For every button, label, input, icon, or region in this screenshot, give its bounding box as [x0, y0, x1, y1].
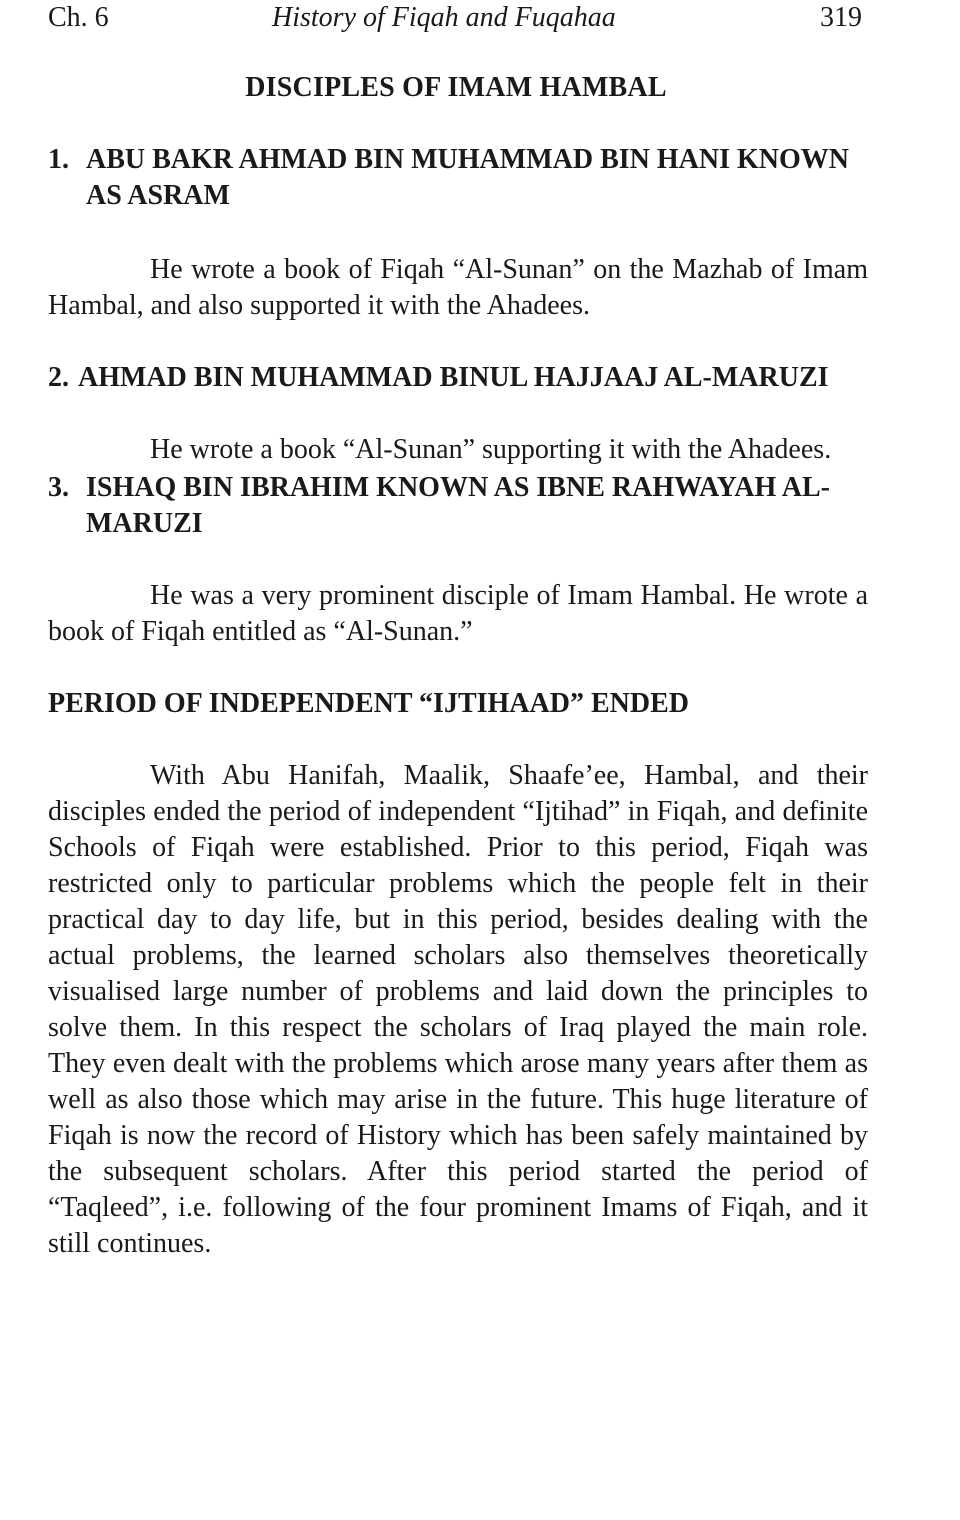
- page-number: 319: [820, 2, 862, 33]
- section-title: ISHAQ BIN IBRAHIM KNOWN AS IBNE RAHWAYAH AL-MARUZI: [86, 472, 830, 539]
- section-heading-1: [48, 142, 868, 214]
- running-header: [48, 0, 868, 36]
- book-page: [48, 0, 868, 1262]
- main-heading: DISCIPLES OF IMAM HAMBAL: [245, 72, 667, 103]
- section-heading-2: [48, 360, 868, 396]
- section-title: ABU BAKR AHMAD BIN MUHAMMAD BIN HANI KNOWN AS ASRAM: [86, 144, 849, 211]
- section-heading-3: [48, 470, 868, 542]
- book-title: History of Fiqah and Fuqahaa: [272, 2, 616, 33]
- section-paragraph-2: He wrote a book “Al-Sunan” supporting it with the Ahadees.: [150, 434, 832, 465]
- section-paragraph-3: He was a very prominent disciple of Imam Hambal. He wrote a book of Fiqah entitled as “Al-Sunan.”: [48, 580, 868, 647]
- period-heading: [48, 686, 868, 722]
- chapter-label: Ch. 6: [48, 2, 109, 33]
- section-paragraph-1: He wrote a book of Fiqah “Al-Sunan” on the Mazhab of Imam Hambal, and also supported it with the Ahadees.: [48, 254, 868, 321]
- period-title: PERIOD OF INDEPENDENT “IJTIHAAD” ENDED: [48, 688, 689, 719]
- section-number: 1.: [48, 144, 69, 175]
- section-number: 2.: [48, 362, 69, 393]
- section-number: 3.: [48, 472, 69, 503]
- section-title: AHMAD BIN MUHAMMAD BINUL HAJJAAJ AL-MARUZI: [78, 362, 829, 393]
- period-paragraph: With Abu Hanifah, Maalik, Shaafe’ee, Hambal, and their disciples ended the period of independent “Ijtihad” in Fiqah, and definite Schools of Fiqah were established. Prior to this period, Fiqah was restricted only to particular problems which the people felt in their practical day to day life, but in this period, besides dealing with the actual problems, the learned scholars also themselves theoretically visualised large number of problems and laid down the principles to solve them. In this respect the scholars of Iraq played the main role. They even dealt with the problems which arose many years after them as well as also those which may arise in the future. This huge literature of Fiqah is now the record of History which has been safely maintained by the subsequent scholars. After this period started the period of “Taqleed”, i.e. following of the four prominent Imams of Fiqah, and it still continues.: [48, 760, 868, 1259]
